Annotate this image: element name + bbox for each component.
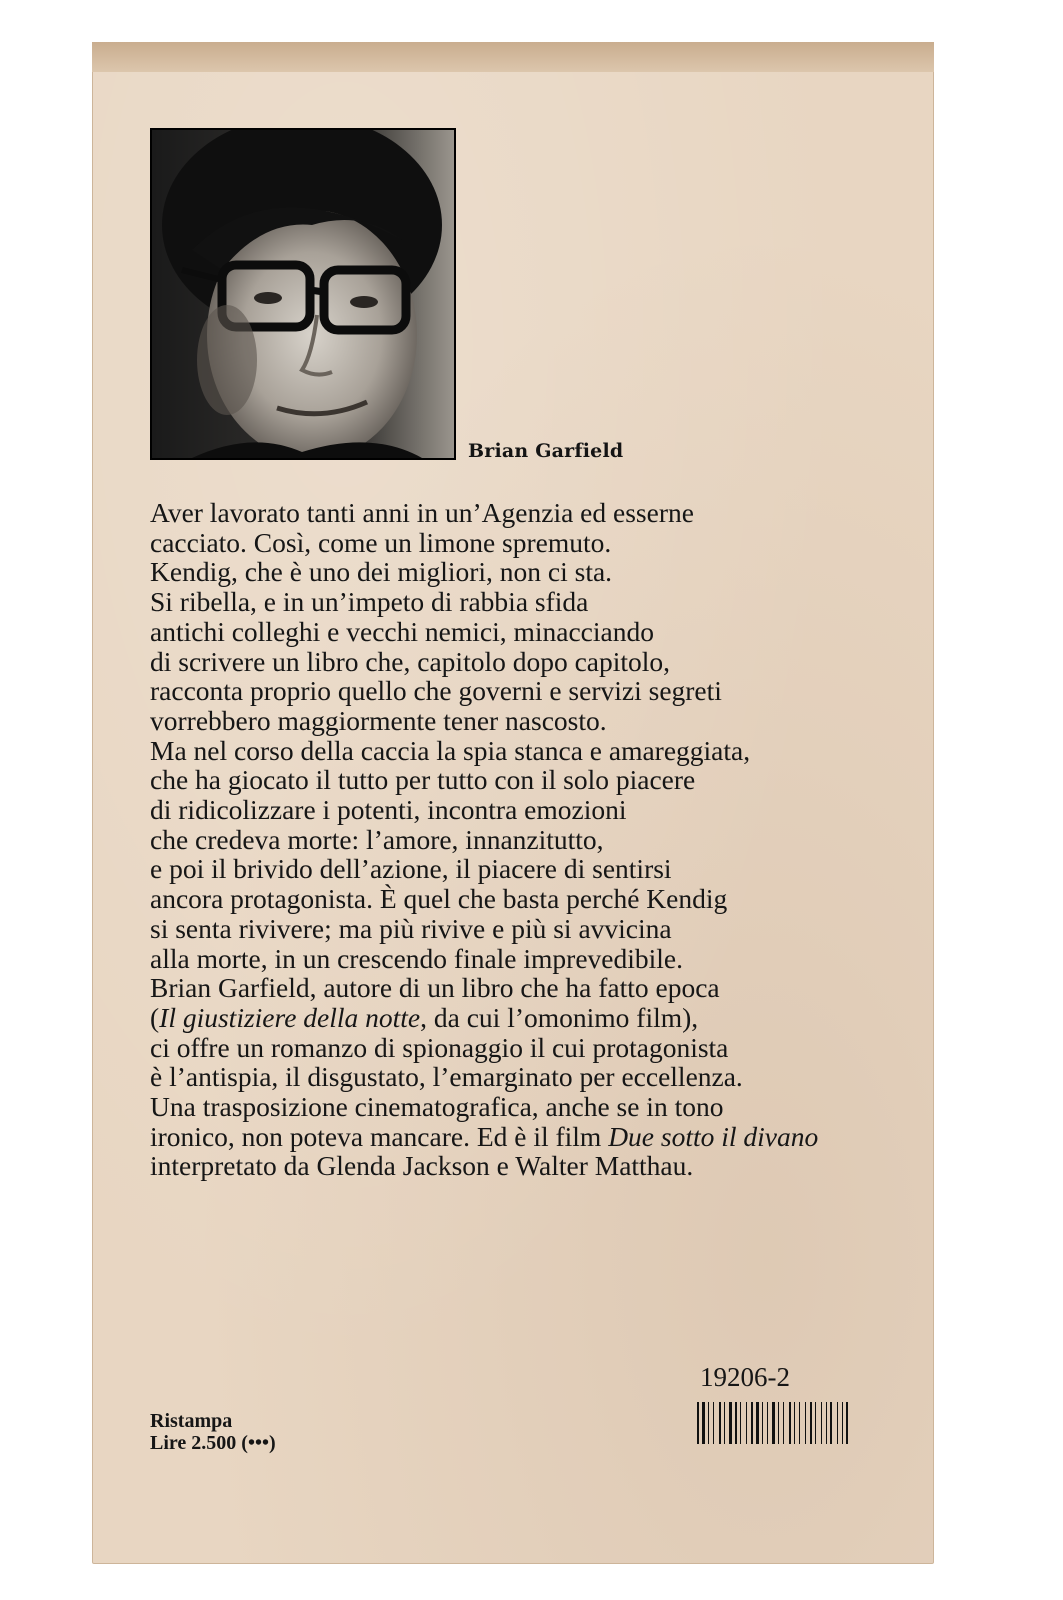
barcode-bar <box>767 1402 768 1444</box>
barcode-bar <box>821 1402 822 1444</box>
blurb-line-movie <box>150 1122 920 1152</box>
blurb-line: Ma nel corso della caccia la spia stanca e amareggiata, <box>150 734 751 766</box>
blurb-line: cacciato. Così, come un limone spremuto. <box>150 526 612 558</box>
barcode-bar <box>799 1402 800 1444</box>
blurb-line: Una trasposizione cinematografica, anche se in tono <box>150 1091 724 1123</box>
barcode-bar <box>729 1402 732 1444</box>
barcode-bar <box>702 1402 705 1444</box>
blurb-line: e poi il brivido dell’azione, il piacere di sentirsi <box>150 853 672 885</box>
barcode-bar <box>778 1402 779 1444</box>
blurb-line: di ridicolizzare i potenti, incontra emozioni <box>150 794 627 826</box>
movie-title-italic: Due sotto il divano <box>608 1120 819 1152</box>
paren-open: ( <box>150 1001 160 1033</box>
barcode-bar <box>735 1402 737 1444</box>
blurb-line: Aver lavorato tanti anni in un’Agenzia ed esserne <box>150 497 694 528</box>
barcode-bar <box>772 1402 775 1444</box>
barcode-bar <box>751 1402 753 1444</box>
ristampa-label: Ristampa <box>150 1410 233 1432</box>
barcode-bar <box>789 1402 791 1444</box>
author-photo <box>150 128 456 460</box>
barcode-bar <box>746 1402 747 1444</box>
barcode-bar <box>842 1402 843 1444</box>
blurb-line: interpretato da Glenda Jackson e Walter Matthau. <box>150 1150 694 1182</box>
barcode-bar <box>708 1402 709 1444</box>
blurb-line: di scrivere un libro che, capitolo dopo capitolo, <box>150 645 671 677</box>
barcode-bar <box>783 1402 784 1444</box>
author-name-caption: Brian Garfield <box>468 440 624 462</box>
barcode-bar <box>837 1402 838 1444</box>
blurb-line: che credeva morte: l’amore, innanzitutto, <box>150 823 604 855</box>
barcode-bar <box>805 1402 806 1444</box>
barcode-bar <box>724 1402 725 1444</box>
catalog-code: 19206-2 <box>700 1362 790 1392</box>
blurb-line: ci offre un romanzo di spionaggio il cui protagonista <box>150 1031 729 1063</box>
blurb-line: che ha giocato il tutto per tutto con il solo piacere <box>150 764 696 796</box>
barcode-bar <box>794 1402 795 1444</box>
barcode-bar <box>713 1402 714 1444</box>
blurb-text <box>150 498 920 1181</box>
movie-line-text: ironico, non poteva mancare. Ed è il film <box>150 1120 609 1152</box>
blurb-line: è l’antispia, il disgustato, l’emarginato per eccellenza. <box>150 1061 743 1093</box>
barcode-bar <box>762 1402 763 1444</box>
barcode-bar <box>740 1402 741 1444</box>
blurb-line-film-title <box>150 1003 920 1033</box>
price-block <box>150 1410 276 1454</box>
blurb-line: Si ribella, e in un’impeto di rabbia sfida <box>150 586 589 618</box>
barcode <box>697 1402 895 1444</box>
blurb-line: racconta proprio quello che governi e servizi segreti <box>150 675 722 707</box>
barcode-bar <box>697 1402 699 1444</box>
blurb-line: ancora protagonista. È quel che basta perché Kendig <box>150 883 728 915</box>
barcode-bar <box>810 1402 812 1444</box>
book-top-edge <box>92 42 934 72</box>
film-title-rest: , da cui l’omonimo film), <box>420 1001 699 1033</box>
barcode-bar <box>719 1402 721 1444</box>
blurb-line: alla morte, in un crescendo finale imprevedibile. <box>150 942 683 974</box>
film-title-italic: Il giustiziere della notte <box>159 1001 421 1033</box>
blurb-line: antichi colleghi e vecchi nemici, minacciando <box>150 615 654 647</box>
blurb-line: vorrebbero maggiormente tener nascosto. <box>150 704 607 736</box>
price-label: Lire 2.500 (•••) <box>150 1432 276 1454</box>
barcode-bar <box>830 1402 832 1444</box>
blurb-line: Kendig, che è uno dei migliori, non ci sta. <box>150 556 613 588</box>
blurb-line: si senta rivivere; ma più rivive e più si avvicina <box>150 912 672 944</box>
blurb-line: Brian Garfield, autore di un libro che ha fatto epoca <box>150 972 720 1004</box>
barcode-bar <box>826 1402 827 1444</box>
barcode-bar <box>815 1402 816 1444</box>
barcode-bar <box>756 1402 759 1444</box>
barcode-bar <box>846 1402 848 1444</box>
